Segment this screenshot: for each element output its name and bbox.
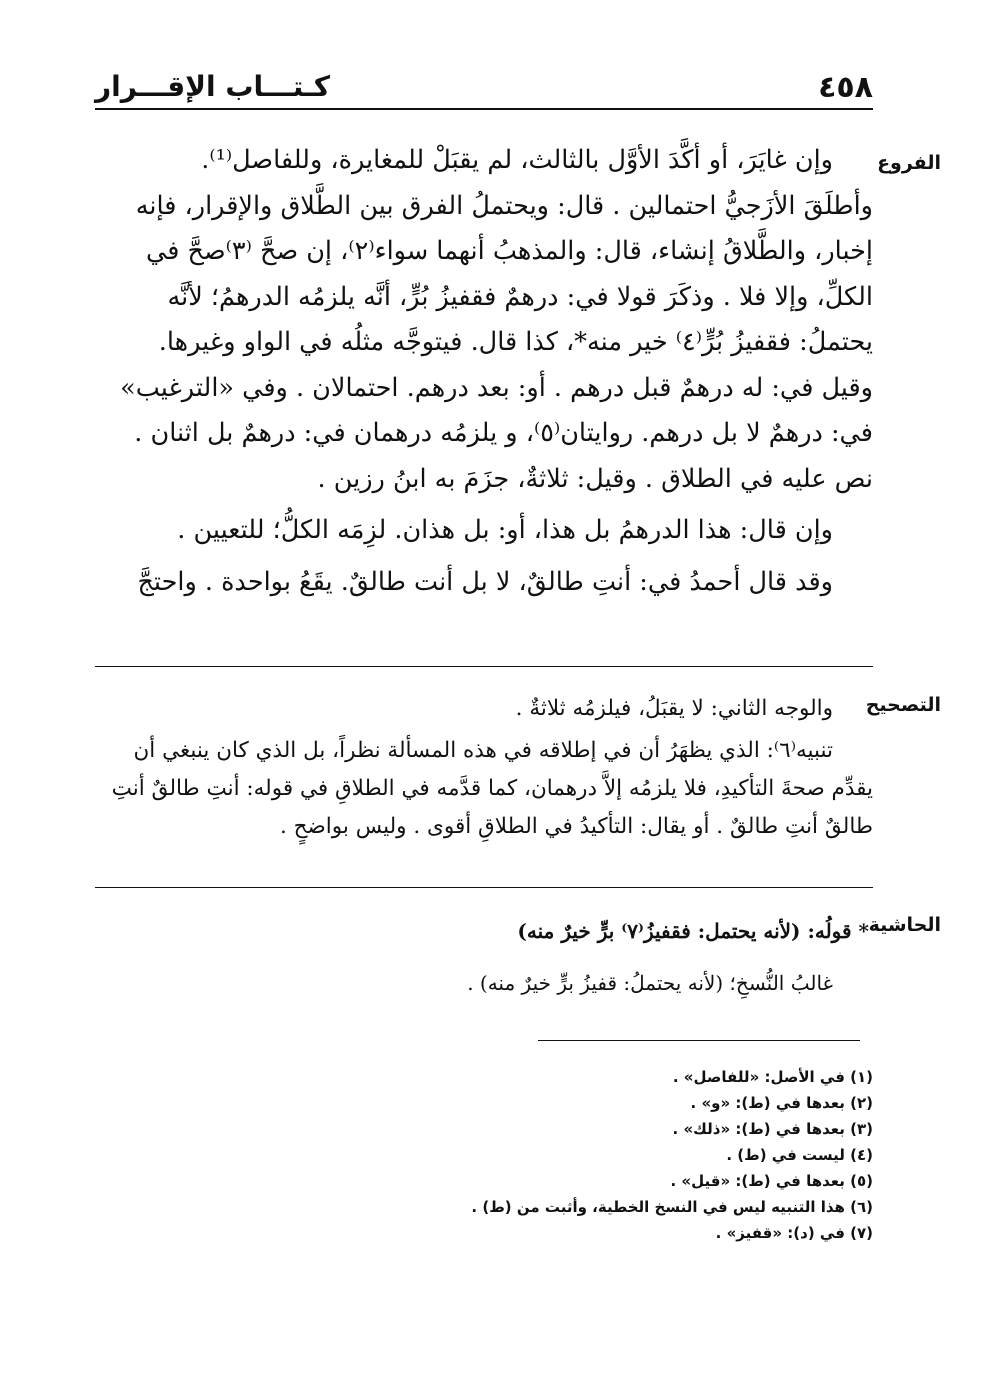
furu-line: يحتملُ: فقفيزُ بُرٍّ⁽٤⁾ خير منه*، كذا قال. فيتوجَّه مثلُه في الواو وغيرها. (158, 327, 873, 357)
footnote: (٢) بعدها في (ط): «و» . (690, 1094, 873, 1112)
furu-line: نص عليه في الطلاق . وقيل: ثلاثةٌ، جزَمَ به ابنُ رزين . (317, 463, 873, 494)
furu-line: وإن قال: هذا الدرهمُ بل هذا، أو: بل هذان. لزِمَه الكلُّ؛ للتعيين . (177, 515, 833, 545)
tashih-line: طالقٌ أنتِ طالقٌ . أو يقال: التأكيدُ في الطلاقِ أقوى . وليس بواضحٍ . (280, 814, 873, 839)
tashih-line: والوجه الثاني: لا يقبَلُ، فيلزمُه ثلاثةٌ . (515, 696, 833, 721)
section-divider (95, 887, 873, 888)
tashih-label: التصحيح (865, 694, 941, 716)
hashiya-section (95, 912, 941, 1002)
footnotes (95, 1064, 873, 1246)
hashiya-line: * قولُه: (لأنه يحتمل: فقفيزُ⁽٧⁾ برٍّ خيرٌ منه) (517, 919, 869, 943)
footnote: (٧) في (د): «قفيز» . (715, 1224, 873, 1242)
section-divider (95, 666, 873, 667)
footnote: (٥) بعدها في (ط): «قيل» . (670, 1172, 873, 1190)
page-header (95, 68, 873, 110)
hashiya-line: غالبُ النُّسخِ؛ (لأنه يحتملُ: قفيزُ برٍّ خيرٌ منه) . (467, 971, 833, 995)
furu-line: وأطلَقَ الأزَجيُّ احتمالين . قال: ويحتملُ الفرق بين الطَّلاق والإقرار، فإنه (135, 190, 873, 221)
footnote: (٤) ليست في (ط) . (726, 1146, 873, 1164)
furu-label: الفروع (877, 152, 941, 174)
footnote: (٣) بعدها في (ط): «ذلك» . (672, 1120, 873, 1138)
furu-line: وإن غايَرَ، أو أكَّدَ الأوَّل بالثالث، لم يقبَلْ للمغايرة، وللفاصل⁽¹⁾. (201, 145, 833, 175)
tashih-text (95, 690, 873, 846)
footnote: (٦) هذا التنبيه ليس في النسخ الخطية، وأثبت من (ط) . (471, 1198, 873, 1216)
furu-line: في: درهمٌ لا بل درهم. روايتان⁽٥⁾، و يلزمُه درهمان في: درهمٌ بل اثنان . (134, 418, 873, 448)
furu-section (95, 138, 941, 605)
tashih-line: تنبيه⁽٦⁾: الذي يظهَرُ أن في إطلاقه في هذه المسألة نظراً، بل الذي كان ينبغي أن (133, 738, 833, 763)
furu-line: الكلِّ، وإلا فلا . وذكَرَ قولا في: درهمٌ فقفيزُ بُرٍّ، أنَّه يلزمُه الدرهمُ؛ لأنَّه (167, 281, 873, 312)
hashiya-label: الحاشية (868, 914, 941, 936)
page-number: ٤٥٨ (818, 70, 873, 105)
tashih-section (95, 690, 941, 846)
footnote: (١) في الأصل: «للفاصل» . (672, 1068, 873, 1086)
furu-line: وقيل في: له درهمٌ قبل درهم . أو: بعد درهم. احتمالان . وفي «الترغيب» (120, 372, 873, 403)
book-title: كـتـــاب الإقـــرار (95, 70, 331, 103)
tashih-line: يقدِّم صحةَ التأكيدِ، فلا يلزمُه إلاَّ درهمان، كما قدَّمه في الطلاقِ في قوله: أنتِ طالقٌ أنتِ (111, 776, 873, 801)
footnote-divider (538, 1040, 860, 1041)
furu-line: إخبار، والطَّلاقُ إنشاء، قال: والمذهبُ أنهما سواء⁽٢⁾، إن صحَّ ⁽٣⁾صحَّ في (145, 236, 873, 266)
hashiya-text (95, 912, 873, 1002)
furu-line: وقد قال أحمدُ في: أنتِ طالقٌ، لا بل أنت طالقٌ. يقَعُ بواحدة . واحتجَّ (137, 566, 833, 597)
furu-text (95, 138, 873, 605)
